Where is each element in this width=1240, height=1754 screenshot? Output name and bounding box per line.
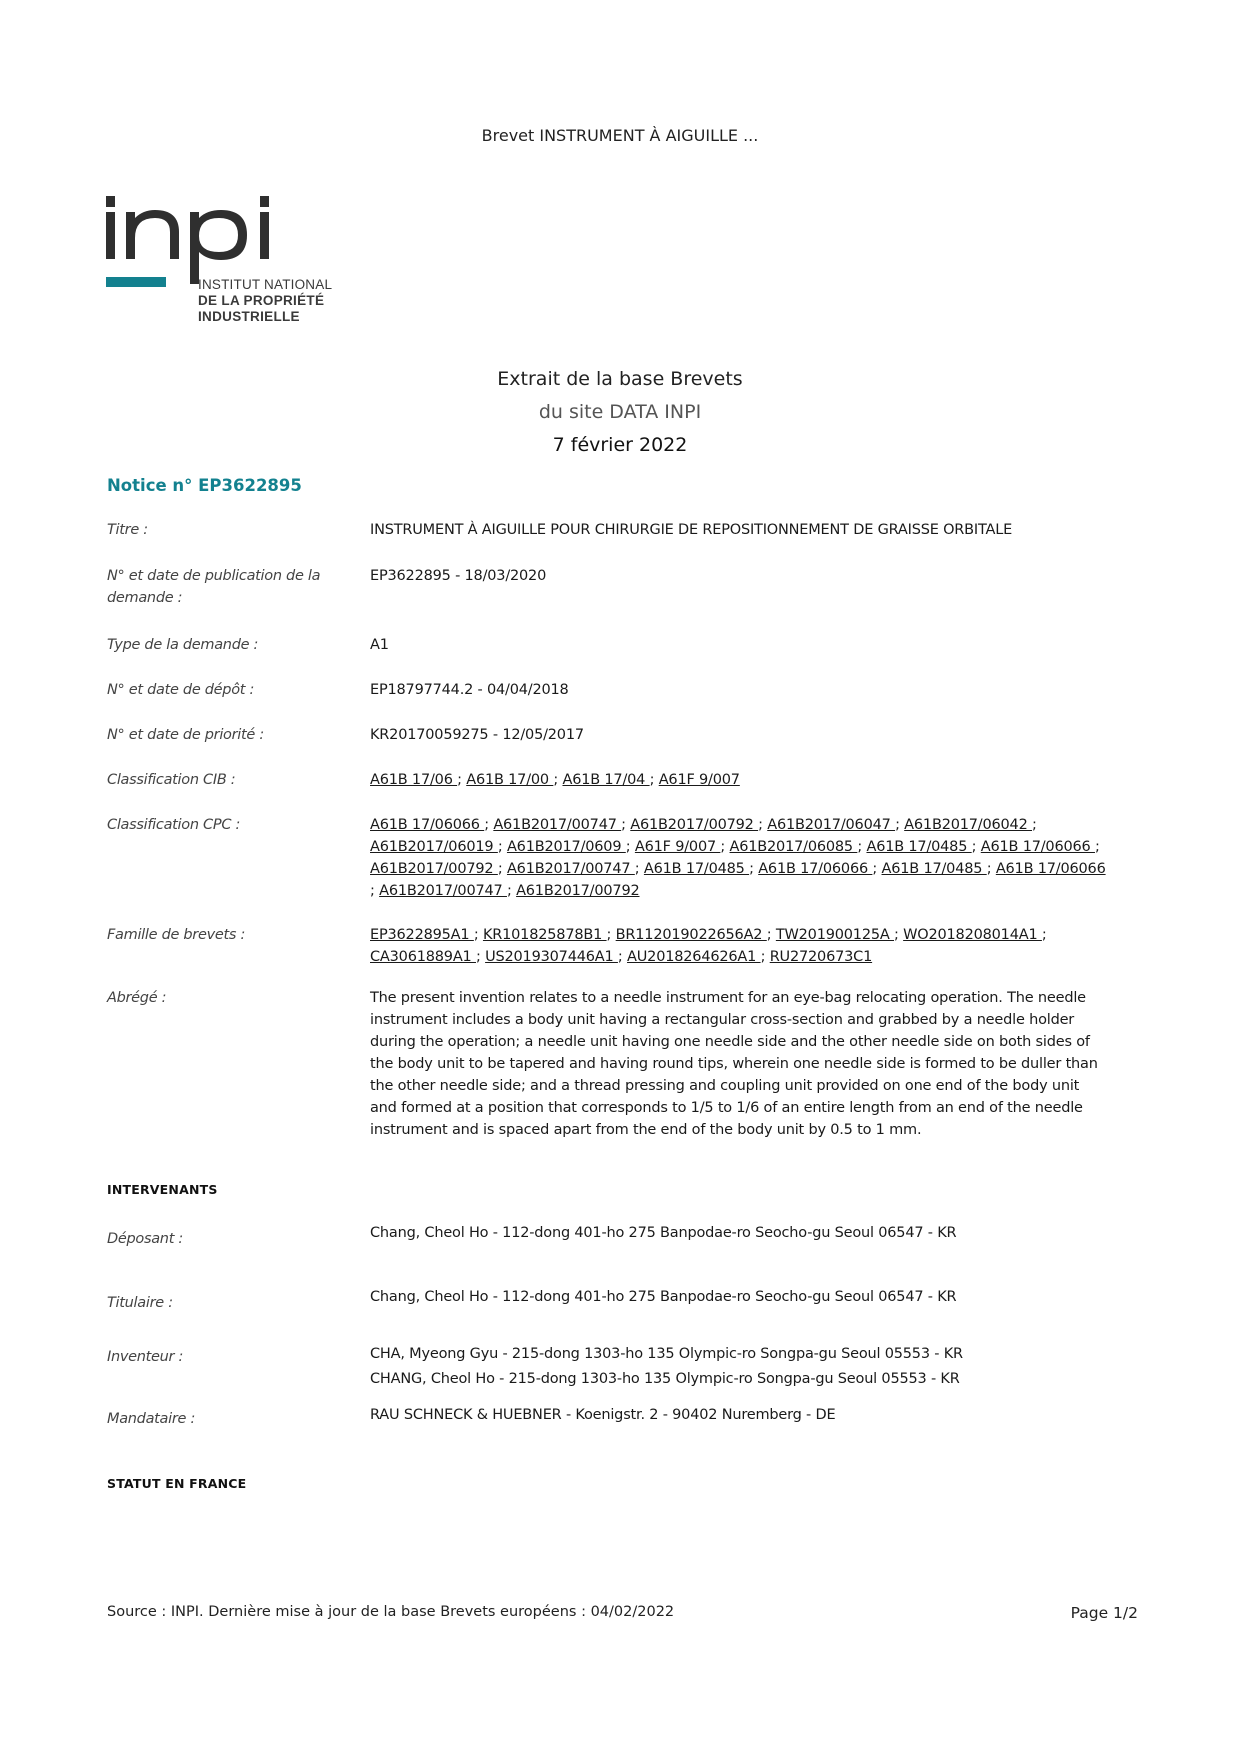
classification-code-link[interactable]: A61F 9/007: [658, 772, 740, 788]
classification-code-link[interactable]: EP3622895A1: [370, 927, 474, 943]
inventor-entry: CHANG, Cheol Ho - 215-dong 1303-ho 135 Olympic-ro Songpa-gu Seoul 05553 - KR: [370, 1371, 960, 1387]
running-title: Brevet INSTRUMENT À AIGUILLE ...: [481, 126, 759, 145]
field-label: Déposant :: [107, 1231, 183, 1247]
field-label: Abrégé :: [107, 990, 167, 1006]
page-number: Page 1/2: [1070, 1604, 1138, 1622]
family-code-list: EP3622895A1 ; KR101825878B1 ; BR112019022656A2 ; TW201900125A ; WO2018208014A1 ; CA3061889A1 ; US2019307446A1 ; AU2018264626A1 ; RU2720673C1: [370, 927, 1047, 965]
field-value: [370, 1342, 1110, 1392]
field-label: N° et date de publication de la demande :: [107, 568, 321, 606]
classification-code-link[interactable]: A61B2017/00792: [370, 861, 498, 877]
footer-source: Source : INPI. Dernière mise à jour de la base Brevets européens : 04/02/2022: [107, 1604, 675, 1620]
logo-line-1: INSTITUT NATIONAL: [198, 277, 333, 292]
field-label: Inventeur :: [107, 1349, 184, 1365]
field-value: KR20170059275 - 12/05/2017: [370, 727, 584, 743]
classification-code-link[interactable]: A61B2017/00747: [493, 817, 622, 833]
classification-code-link[interactable]: A61B2017/00747: [379, 883, 507, 899]
classification-code-link[interactable]: A61B2017/06047: [767, 817, 896, 833]
classification-code-link[interactable]: A61B2017/06019: [370, 839, 498, 855]
classification-code-link[interactable]: A61B2017/0609: [506, 839, 626, 855]
field-value: RAU SCHNECK & HUEBNER - Koenigstr. 2 - 90402 Nuremberg - DE: [370, 1407, 836, 1423]
classification-code-link[interactable]: A61B2017/00792: [516, 883, 640, 899]
classification-code-link[interactable]: A61F 9/007: [634, 839, 721, 855]
field-label: Classification CPC :: [107, 817, 241, 833]
classification-code-link[interactable]: CA3061889A1: [370, 949, 476, 965]
classification-code-link[interactable]: A61B2017/00792: [630, 817, 759, 833]
logo-line-2: DE LA PROPRIÉTÉ: [198, 293, 325, 308]
field-label: Titre :: [107, 522, 148, 538]
field-label: Titulaire :: [107, 1295, 173, 1311]
field-value: EP3622895 - 18/03/2020: [370, 568, 547, 584]
cpc-code-list: A61B 17/06066 ; A61B2017/00747 ; A61B2017/00792 ; A61B2017/06047 ; A61B2017/06042 ; A61B2017/06019 ; A61B2017/0609 ; A61F 9/007 ; A61B2017/06085 ; A61B 17/0485 ; A61B 17/06066 ; A61B2017/00792 ; A61B2017/00747 ; A61B 17/0485 ; A61B 17/06066 ; A61B 17/0485 ; A61B 17/06066 ; A61B2017/00747 ; A61B2017/00792: [370, 817, 1106, 899]
classification-code-link[interactable]: A61B 17/06066: [758, 861, 873, 877]
extract-heading: [0, 362, 1240, 462]
inventor-entry: CHA, Myeong Gyu - 215-dong 1303-ho 135 Olympic-ro Songpa-gu Seoul 05553 - KR: [370, 1346, 963, 1362]
field-label: Classification CIB :: [107, 772, 236, 788]
field-value: Chang, Cheol Ho - 112-dong 401-ho 275 Banpodae-ro Seocho-gu Seoul 06547 - KR: [370, 1289, 957, 1305]
classification-code-link[interactable]: A61B 17/00: [466, 772, 554, 788]
field-value: Chang, Cheol Ho - 112-dong 401-ho 275 Banpodae-ro Seocho-gu Seoul 06547 - KR: [370, 1225, 957, 1241]
classification-code-link[interactable]: A61B 17/06066: [980, 839, 1095, 855]
logo-caption: [198, 277, 332, 325]
field-label: N° et date de priorité :: [107, 727, 264, 743]
classification-code-link[interactable]: WO2018208014A1: [903, 927, 1042, 943]
logo-line-3: INDUSTRIELLE: [198, 309, 300, 324]
notice-number: Notice n° EP3622895: [107, 476, 302, 495]
classification-code-link[interactable]: RU2720673C1: [769, 949, 873, 965]
field-label: Famille de brevets :: [107, 927, 246, 943]
extract-date: 7 février 2022: [552, 434, 688, 456]
field-label: Type de la demande :: [107, 637, 259, 653]
section-intervenants: INTERVENANTS: [107, 1182, 218, 1197]
extract-line-2: du site DATA INPI: [538, 401, 702, 423]
classification-code-link[interactable]: A61B 17/0485: [866, 839, 972, 855]
classification-code-link[interactable]: A61B 17/0485: [643, 861, 750, 877]
classification-code-link[interactable]: US2019307446A1: [485, 949, 618, 965]
field-value: INSTRUMENT À AIGUILLE POUR CHIRURGIE DE REPOSITIONNEMENT DE GRAISSE ORBITALE: [370, 522, 1013, 538]
cib-code-list: A61B 17/06 ; A61B 17/00 ; A61B 17/04 ; A61F 9/007: [370, 772, 740, 788]
classification-code-link[interactable]: A61B 17/06: [370, 772, 458, 788]
abstract-text: The present invention relates to a needle instrument for an eye-bag relocating operation. The needle instrument includes a body unit having a rectangular cross-section and grabbed by a needle holder during the operation; a needle unit having one needle side and the other needle side on both sides of the body unit to be tapered and having round tips, wherein one needle side is formed to be duller than the other needle side; and a thread pressing and coupling unit provided on one end of the body unit and formed at a position that corresponds to 1/5 to 1/6 of an entire length from an end of the needle instrument and is spaced apart from the end of the body unit by 0.5 to 1 mm.: [370, 990, 1098, 1138]
classification-code-link[interactable]: A61B 17/06066: [370, 817, 485, 833]
classification-code-link[interactable]: TW201900125A: [775, 927, 895, 943]
field-value: A1: [370, 637, 389, 653]
field-label: N° et date de dépôt :: [107, 682, 255, 698]
classification-code-link[interactable]: A61B 17/04: [562, 772, 650, 788]
classification-code-link[interactable]: A61B 17/06066: [995, 861, 1106, 877]
classification-code-link[interactable]: BR112019022656A2: [615, 927, 767, 943]
section-statut: STATUT EN FRANCE: [107, 1476, 247, 1491]
classification-code-link[interactable]: KR101825878B1: [482, 927, 607, 943]
classification-code-link[interactable]: A61B2017/06042: [904, 817, 1033, 833]
field-label: Mandataire :: [107, 1411, 196, 1427]
classification-code-link[interactable]: A61B 17/0485: [881, 861, 987, 877]
classification-code-link[interactable]: A61B2017/06085: [729, 839, 858, 855]
extract-line-1: Extrait de la base Brevets: [497, 368, 743, 390]
classification-code-link[interactable]: AU2018264626A1: [627, 949, 761, 965]
field-value: EP18797744.2 - 04/04/2018: [370, 682, 569, 698]
classification-code-link[interactable]: A61B2017/00747: [506, 861, 635, 877]
